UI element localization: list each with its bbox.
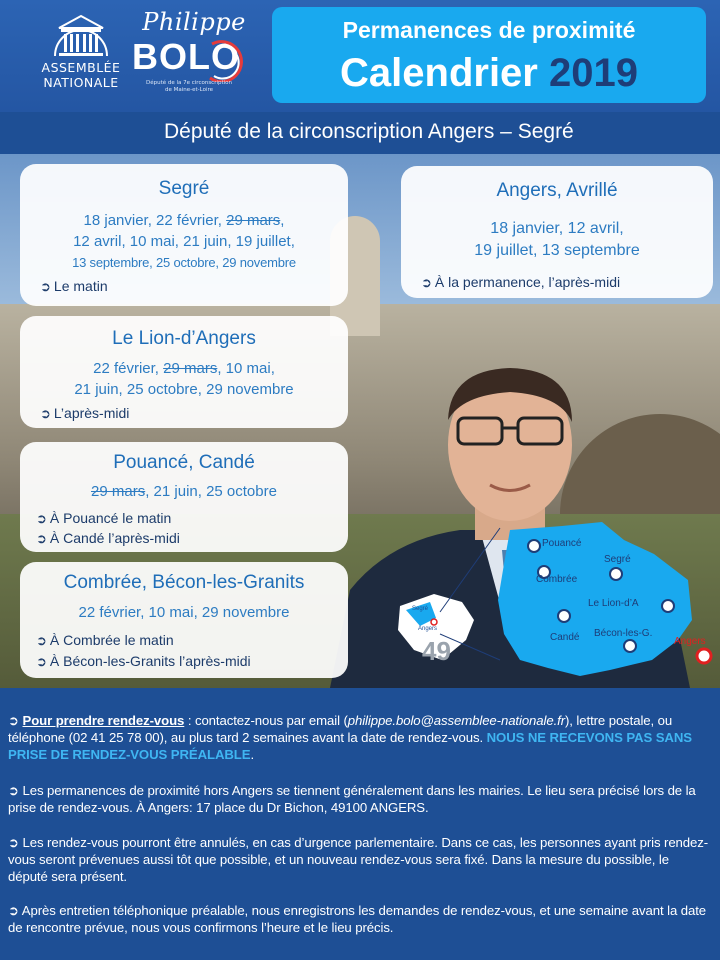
info-locations <box>8 782 710 816</box>
logo-text-assemblee: ASSEMBLÉE <box>41 60 121 75</box>
info-text: Après entretien téléphonique préalable, nous enregistrons les demandes de rendez-vous, et une semaine avant la date de rencontre prévue, nous vous confirmons l’heure et le lieu précis. <box>8 903 707 935</box>
card-dates: 21 juin, 25 octobre, 29 novembre <box>74 381 294 398</box>
card-dates <box>20 481 348 502</box>
map-pin-pouance <box>528 540 540 552</box>
logo-first-name: Philippe <box>142 8 246 36</box>
map-callout-line <box>440 528 500 612</box>
logo-tagline: Député de la 7e circonscription de Maine-et-Loire <box>145 80 233 93</box>
info-cancellation <box>8 834 710 885</box>
card-combree-becon <box>20 562 348 678</box>
date-cancelled: 29 mars <box>226 212 281 229</box>
note-text: À Pouancé le matin <box>49 510 172 526</box>
page-header <box>0 0 720 112</box>
note-text: À Bécon-les-Granits l’après-midi <box>49 653 251 669</box>
date-text: 18 janvier, 22 février, <box>83 212 227 229</box>
arrow-right-icon: ➲ <box>8 783 23 798</box>
arrow-right-icon: ➲ <box>421 275 432 290</box>
map-pin-becon <box>624 640 636 652</box>
map-label-becon: Bécon-les-G. <box>594 628 653 639</box>
hemicycle-icon <box>51 8 111 60</box>
card-segre <box>20 164 348 306</box>
card-title: Segré <box>158 178 210 199</box>
info-warning: NOUS NE RECEVONS PAS SANS PRISE DE RENDEZ-VOUS PRÉALABLE <box>8 730 692 762</box>
note-text: Le matin <box>53 278 108 294</box>
date-text: , <box>280 212 285 229</box>
card-title: Angers, Avrillé <box>496 180 618 201</box>
card-dates <box>20 210 348 231</box>
card-note <box>36 632 174 649</box>
title-word: Calendrier <box>340 51 538 95</box>
map-pin-lion-dangers <box>662 600 674 612</box>
arrow-right-icon: ➲ <box>8 835 23 850</box>
map-label-combree: Combrée <box>536 574 578 585</box>
note-text: À Candé l’après-midi <box>49 530 180 546</box>
date-cancelled: 29 mars <box>163 360 218 377</box>
logo-surname: BOLO <box>132 36 240 77</box>
card-angers-avrille <box>401 166 713 298</box>
info-appointment <box>8 712 710 763</box>
note-text: L’après-midi <box>53 405 130 421</box>
card-dates: 18 janvier, 12 avril, <box>490 220 624 237</box>
info-text: ), lettre postale, ou téléphone (02 41 25 78 00), au plus tard 2 semaines avant la date de rendez-vous. <box>8 713 673 745</box>
map-label-angers: Angers <box>674 636 706 647</box>
card-note <box>36 530 180 547</box>
date-cancelled: 29 mars <box>91 483 146 500</box>
note-text: À la permanence, l’après-midi <box>434 274 621 290</box>
card-note <box>40 405 129 422</box>
card-dates: 13 septembre, 25 octobre, 29 novembre <box>72 255 296 270</box>
arrow-right-icon: ➲ <box>40 279 51 294</box>
map-pin-segre <box>610 568 622 580</box>
title-calendrier <box>272 49 706 97</box>
map-department-number: 49 <box>422 636 451 666</box>
arrow-right-icon: ➲ <box>36 654 47 669</box>
department-map <box>392 510 720 690</box>
map-label-segre: Segré <box>604 554 631 565</box>
map-inset-label-segre: Segré <box>412 606 429 612</box>
card-note <box>421 274 620 291</box>
map-inset-label-angers: Angers <box>418 626 438 632</box>
card-title: Le Lion-d’Angers <box>112 328 256 349</box>
subtitle-bar <box>0 112 720 154</box>
info-text: : contactez-nous par email ( <box>184 713 348 728</box>
card-title: Combrée, Bécon-les-Granits <box>63 572 305 593</box>
title-permanences: Permanences de proximité <box>342 17 636 43</box>
note-text: À Combrée le matin <box>49 632 174 648</box>
assemblee-nationale-logo <box>34 8 128 98</box>
contact-email: philippe.bolo@assemblee-nationale.fr <box>347 713 566 728</box>
arrow-right-icon: ➲ <box>36 633 47 648</box>
map-label-lion-dangers: Le Lion-d’A <box>588 598 639 609</box>
subtitle: Député de la circonscription Angers – Segré <box>164 120 574 143</box>
map-pin-cande <box>558 610 570 622</box>
map-label-cande: Candé <box>550 632 580 643</box>
date-text: , 10 mai, <box>217 360 275 377</box>
arrow-right-icon: ➲ <box>36 531 47 546</box>
card-dates: 19 juillet, 13 septembre <box>474 242 640 259</box>
logo-swirl-icon <box>202 38 250 82</box>
info-text: . <box>250 747 255 762</box>
date-text: 22 février, <box>93 360 164 377</box>
logo-text-nationale: NATIONALE <box>43 75 119 90</box>
arrow-right-icon: ➲ <box>8 713 23 728</box>
card-lion-dangers <box>20 316 348 428</box>
card-dates: 12 avril, 10 mai, 21 juin, 19 juillet, <box>73 233 295 250</box>
arrow-right-icon: ➲ <box>36 511 47 526</box>
title-box <box>272 7 706 103</box>
title-year: 2019 <box>549 51 638 95</box>
card-title: Pouancé, Candé <box>113 452 255 473</box>
map-label-pouance: Pouancé <box>542 538 582 549</box>
info-text: Les permanences de proximité hors Angers se tiennent généralement dans les mairies. Le lieu sera précisé lors de la prise de rendez-vous. À Angers: 17 place du Dr Bichon, 49100 ANGERS. <box>8 783 696 815</box>
date-text: , 21 juin, 25 octobre <box>145 483 277 500</box>
card-dates <box>20 358 348 379</box>
info-confirmation <box>8 902 710 936</box>
card-note <box>36 510 171 527</box>
arrow-right-icon: ➲ <box>8 903 22 918</box>
card-note <box>36 653 251 670</box>
info-appointment-label: Pour prendre rendez-vous <box>22 713 185 728</box>
card-pouance-cande <box>20 442 348 552</box>
philippe-bolo-logo <box>132 8 252 100</box>
card-dates: 22 février, 10 mai, 29 novembre <box>78 604 290 621</box>
info-panel <box>0 688 720 960</box>
arrow-right-icon: ➲ <box>40 406 51 421</box>
card-note <box>40 278 108 295</box>
info-text: Les rendez-vous pourront être annulés, en cas d’urgence parlementaire. Dans ce cas, les personnes ayant pris rendez-vous seront prévenues aussi tôt que possible, et un nouveau rendez-vous sera fixé. Dans la mesure du possible, le député sera présent. <box>8 835 709 884</box>
map-pin-angers <box>697 649 711 663</box>
